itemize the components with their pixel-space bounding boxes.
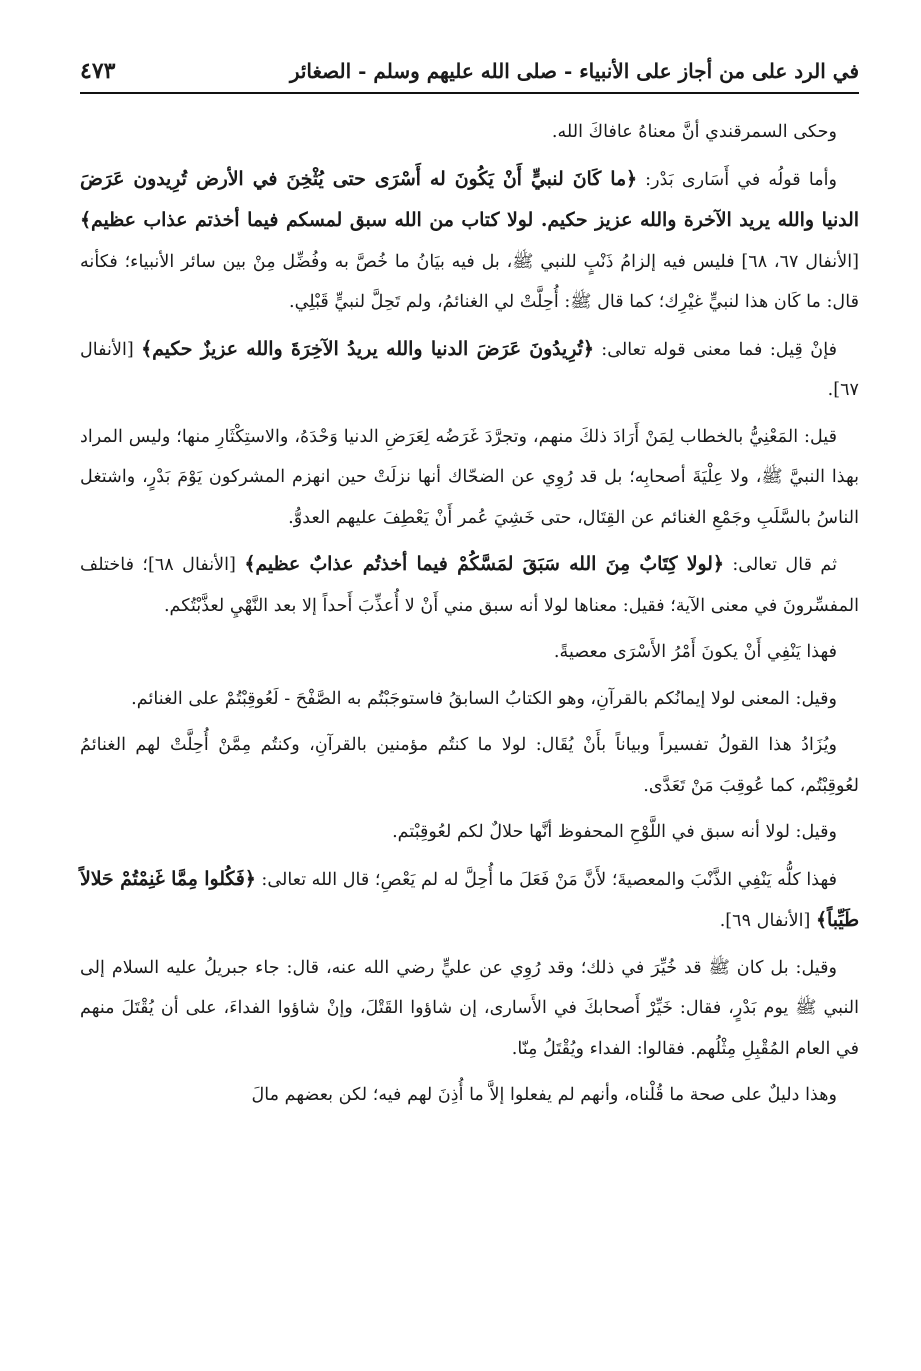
- paragraph: وقيل: لولا أنه سبق في اللَّوْحِ المحفوظ أنَّها حلالٌ لكم لعُوقِبْتم.: [392, 822, 837, 842]
- quran-verse: ﴿فَكُلوا مِمَّا غَنِمْتُمْ حَلالاً طَيِّباً﴾: [80, 867, 859, 931]
- running-header: [80, 50, 859, 94]
- paragraph: فهذا يَنْفِي أَنْ يكونَ أَمْرُ الأَسْرَى معصيةً.: [553, 642, 837, 662]
- quran-verse: ﴿تُرِيدُونَ عَرَضَ الدنيا والله يريدُ الآخِرَةَ والله عزيزٌ حكيم﴾: [141, 337, 594, 360]
- paragraph: قيل: المَعْنِيُّ بالخطاب لِمَنْ أَرَادَ ذلكَ منهم، وتجرَّدَ غَرَضُه لِعَرَضِ الدنيا وَحْدَهُ، والاستِكْثَارِ منها؛ وليس المراد بهذا النبيَّ ﷺ، ولا عِلْيَةَ أصحابِه؛ بل قد رُوِي عن الضحّاك أنها نزلَتْ حين انهزم المشركون يَوْمَ بَدْرٍ، واشتغل الناسُ بالسَّلَبِ وجَمْعِ الغنائم عن القِتَال، حتى خَشِيَ عُمر أَنْ يَعْطِفَ عليهم العدوُّ.: [80, 426, 859, 528]
- page-body: [80, 112, 859, 1357]
- paragraph: فهذا كلُّه يَنْفِي الذَّنْبَ والمعصيةَ؛ لأَنَّ مَنْ فَعَلَ ما أُحِلَّ له لم يَعْصِ؛ قال الله تعالى: ﴿فَكُلوا مِمَّا غَنِمْتُمْ حَلالاً طَيِّباً﴾ [الأنفال ٦٩].: [80, 867, 859, 931]
- paragraph: وقيل: بل كان ﷺ قد خُيِّرَ في ذلك؛ وقد رُوِي عن عليٍّ رضي الله عنه، قال: جاء جبريلُ عليه السلام إلى النبي ﷺ يوم بَدْرٍ، فقال: خَيِّرْ أَصحابكَ في الأَسارى، إن شاؤوا القَتْلَ، وإنْ شاؤوا الفداءَ، على أن يُقْتَلَ منهم في العام المُقْبِلِ مِثْلُهم. فقالوا: الفداء ويُقْتَلُ مِنّا.: [80, 957, 859, 1059]
- paragraph: وأما قولُه في أَسَارى بَدْر: ﴿ما كَانَ لنبيٍّ أَنْ يَكُونَ له أَسْرَى حتى يُثْخِنَ في الأرض تُرِيدون عَرَضَ الدنيا والله يريد الآخرة والله عزيز حكيم. لولا كتاب من الله سبق لمسكم فيما أخذتم عذاب عظيم﴾ [الأنفال ٦٧، ٦٨] فليس فيه إلزامُ ذَنْبٍ للنبي ﷺ، بل فيه بيَانُ ما خُصَّ به وفُضِّل مِنْ بين سائر الأنبياء؛ فكأنه قال: ما كَان هذا لنبيٍّ غيْرِك؛ كما قال ﷺ: أُحِلَّتْ لي الغنائمُ، ولم تَحِلَّ لنبيٍّ قَبْلِي.: [80, 167, 859, 312]
- paragraph: وهذا دليلٌ على صحة ما قُلْناه، وأنهم لم يفعلوا إلاَّ ما أُذِنَ لهم فيه؛ لكن بعضهم مالَ: [251, 1085, 837, 1105]
- quran-verse: ﴿لولا كِتَابٌ مِنَ الله سَبَقَ لمَسَّكُمْ فيما أخذتُم عذابٌ عظيم﴾: [244, 553, 724, 575]
- paragraph: فإنْ قِيل: فما معنى قوله تعالى: ﴿تُرِيدُونَ عَرَضَ الدنيا والله يريدُ الآخِرَةَ والله عزيزٌ حكيم﴾ [الأنفال ٦٧].: [80, 337, 859, 400]
- paragraph: وحكى السمرقندي أنَّ معناهُ عافاكَ الله.: [551, 122, 837, 142]
- quran-verse: ﴿ما كَانَ لنبيٍّ أَنْ يَكُونَ له أَسْرَى حتى يُثْخِنَ في الأرض تُرِيدون عَرَضَ الدنيا والله يريد الآخرة والله عزيز حكيم. لولا كتاب من الله سبق لمسكم فيما أخذتم عذاب عظيم﴾: [80, 167, 859, 231]
- page-number: ٤٧٣: [80, 58, 116, 84]
- paragraph: ثم قال تعالى: ﴿لولا كِتَابٌ مِنَ الله سَبَقَ لمَسَّكُمْ فيما أخذتُم عذابٌ عظيم﴾ [الأنفال ٦٨]؛ فاختلف المفسِّرونَ في معنى الآية؛ فقيل: معناها لولا أنه سبق مني أَنْ لا أُعذِّبَ أَحداً إلا بعد النَّهْيِ لعذَّبْتُكم.: [80, 553, 859, 616]
- paragraph: ويُزَادُ هذا القولُ تفسيراً وبياناً بأَنْ يُقَال: لولا ما كنتُم مؤمنين بالقرآنِ، وكنتُم مِمَّنْ أُحِلَّتْ لهم الغنائمُ لعُوقِبْتُم، كما عُوقِبَ مَنْ تَعَدَّى.: [80, 735, 859, 796]
- paragraph: وقيل: المعنى لولا إيمانُكم بالقرآنِ، وهو الكتابُ السابقُ فاستوجَبْتُم به الصَّفْحَ - لَعُوقِبْتُمْ على الغنائم.: [131, 688, 837, 709]
- running-title: في الرد على من أجاز على الأنبياء - صلى الله عليهم وسلم - الصغائر: [289, 59, 859, 83]
